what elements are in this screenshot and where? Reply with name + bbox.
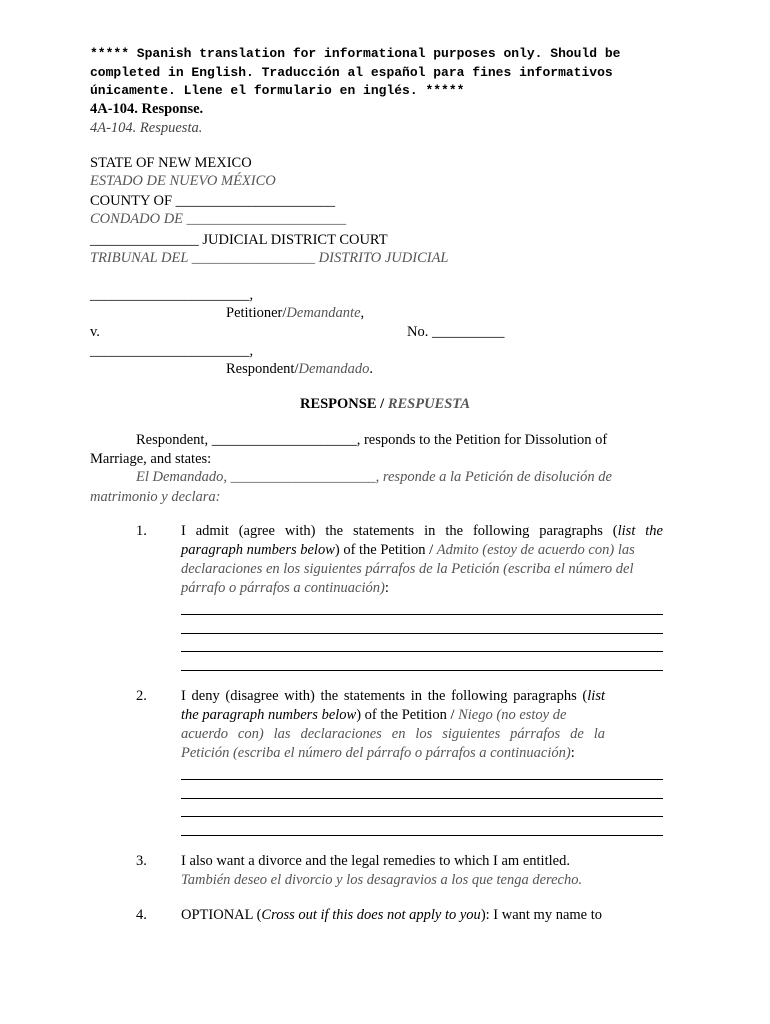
item-2-answer-line[interactable] <box>181 779 663 780</box>
respondent-name-field[interactable]: ______________________, <box>90 343 254 359</box>
item-2-answer-line[interactable] <box>181 835 663 836</box>
item-2-line-2: the paragraph numbers below) of the Petition / Niego (no estoy de <box>181 707 567 723</box>
item-1-line-2: paragraph numbers below) of the Petition / Admito (estoy de acuerdo con) las <box>181 542 635 558</box>
item-1-line-4: párrafo o párrafos a continuación): <box>181 580 389 596</box>
item-2-line-3: acuerdo con) las declaraciones en los siguientes párrafos de la <box>181 726 605 742</box>
item-1-answer-line[interactable] <box>181 651 663 652</box>
intro-line-1: Respondent, ____________________, responds to the Petition for Dissolution of <box>136 432 608 448</box>
item-1-line-1: I admit (agree with) the statements in the following paragraphs (list the <box>181 523 663 539</box>
item-3-number: 3. <box>136 853 147 869</box>
item-1-line-3: declaraciones en los siguientes párrafos de la Petición (escriba el número del <box>181 561 634 577</box>
item-2-answer-line[interactable] <box>181 816 663 817</box>
item-1-answer-line[interactable] <box>181 633 663 634</box>
county-field[interactable]: COUNTY OF ______________________ <box>90 193 336 209</box>
item-3-text-spanish: También deseo el divorcio y los desagravios a los que tenga derecho. <box>181 872 583 888</box>
item-4-number: 4. <box>136 907 147 923</box>
item-4-text: OPTIONAL (Cross out if this does not apply to you): I want my name to <box>181 907 603 923</box>
intro-line-1-spanish: El Demandado, ____________________, responde a la Petición de disolución de <box>136 469 612 485</box>
intro-line-2: Marriage, and states: <box>90 451 212 467</box>
item-1-answer-line[interactable] <box>181 670 663 671</box>
versus-label: v. <box>90 324 100 340</box>
item-2-line-1: I deny (disagree with) the statements in the following paragraphs (list <box>181 688 605 704</box>
document-title: RESPONSE / RESPUESTA <box>299 396 471 412</box>
district-court-field-spanish: TRIBUNAL DEL _________________ DISTRITO JUDICIAL <box>90 250 449 266</box>
item-2-number: 2. <box>136 688 147 704</box>
item-1-number: 1. <box>136 523 147 539</box>
translation-notice-line-1: ***** Spanish translation for informational purposes only. Should be <box>90 46 621 61</box>
petitioner-name-field[interactable]: ______________________, <box>90 287 254 303</box>
form-number: 4A-104. Response. <box>90 101 204 117</box>
item-2-answer-line[interactable] <box>181 798 663 799</box>
county-field-spanish: CONDADO DE ______________________ <box>90 211 347 227</box>
item-2-line-4: Petición (escriba el número del párrafo o párrafos a continuación): <box>181 745 575 761</box>
item-3-text: I also want a divorce and the legal remedies to which I am entitled. <box>181 853 570 869</box>
district-court-field[interactable]: _______________ JUDICIAL DISTRICT COURT <box>90 232 388 248</box>
case-number-field[interactable]: No. __________ <box>407 324 505 340</box>
petitioner-label: Petitioner/Demandante, <box>226 305 365 321</box>
form-number-spanish: 4A-104. Respuesta. <box>90 120 203 136</box>
intro-line-2-spanish: matrimonio y declara: <box>90 489 221 505</box>
item-1-answer-line[interactable] <box>181 614 663 615</box>
state-name: STATE OF NEW MEXICO <box>90 155 252 171</box>
respondent-label: Respondent/Demandado. <box>226 361 374 377</box>
translation-notice-line-2: completed in English. Traducción al español para fines informativos <box>90 65 613 80</box>
translation-notice-line-3: únicamente. Llene el formulario en inglés. ***** <box>90 83 465 98</box>
state-name-spanish: ESTADO DE NUEVO MÉXICO <box>90 173 276 189</box>
